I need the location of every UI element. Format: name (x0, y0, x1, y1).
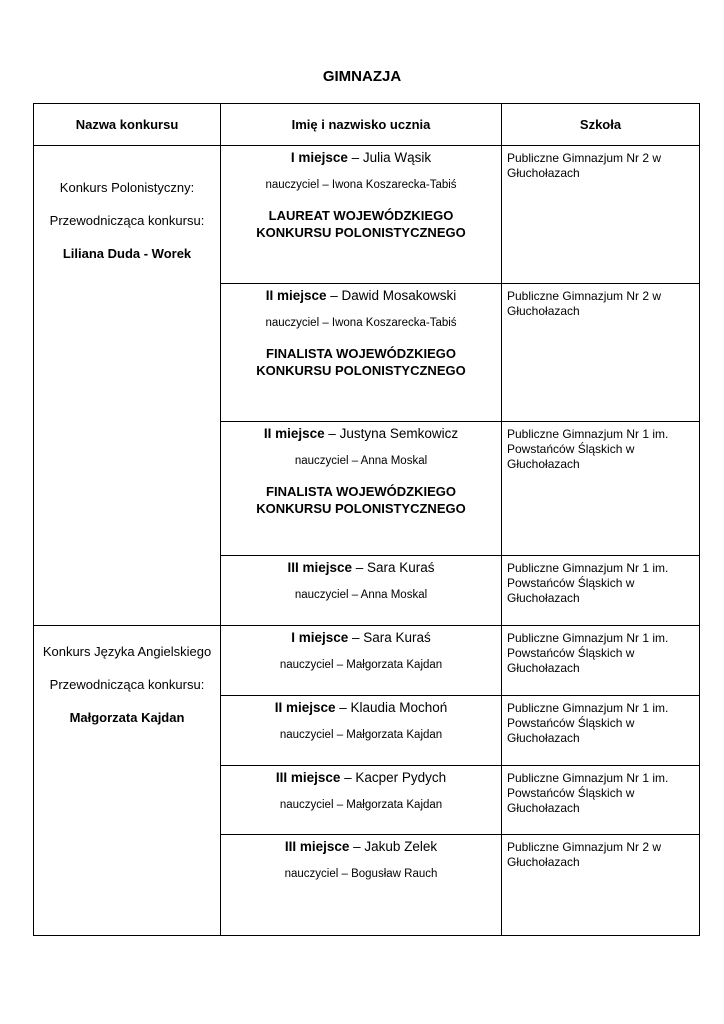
student-cell (221, 422, 502, 556)
award (225, 207, 497, 241)
teacher: nauczyciel – Małgorzata Kajdan (279, 659, 443, 671)
teacher: nauczyciel – Anna Moskal (294, 455, 428, 467)
contest-chair-name: Liliana Duda - Worek (62, 246, 192, 261)
teacher: nauczyciel – Iwona Koszarecka-Tabiś (265, 317, 457, 329)
place-label: I miejsce (290, 150, 348, 165)
school-cell: Publiczne Gimnazjum Nr 2 w Głuchołazach (502, 146, 700, 284)
teacher: nauczyciel – Małgorzata Kajdan (279, 799, 443, 811)
student-name: – Kacper Pydych (340, 770, 447, 785)
student-name: – Julia Wąsik (347, 150, 432, 165)
student-name: – Justyna Semkowicz (324, 426, 459, 441)
student-name: – Sara Kuraś (348, 630, 431, 645)
student-place (225, 287, 497, 305)
student-cell (221, 835, 502, 936)
student-name: – Dawid Mosakowski (326, 288, 457, 303)
school-cell: Publiczne Gimnazjum Nr 1 im. Powstańców Śląskich w Głuchołazach (502, 556, 700, 626)
teacher: nauczyciel – Iwona Koszarecka-Tabiś (265, 179, 457, 191)
award (225, 483, 497, 517)
header-student: Imię i nazwisko ucznia (221, 104, 502, 146)
student-name: – Jakub Zelek (349, 839, 438, 854)
award-line-2: KONKURSU POLONISTYCZNEGO (256, 225, 466, 240)
school-cell: Publiczne Gimnazjum Nr 2 w Głuchołazach (502, 835, 700, 936)
student-place (225, 149, 497, 167)
student-place (225, 629, 497, 647)
school-cell: Publiczne Gimnazjum Nr 1 im. Powstańców Śląskich w Głuchołazach (502, 626, 700, 696)
student-cell (221, 284, 502, 422)
student-place (225, 559, 497, 577)
award (225, 345, 497, 379)
student-place (225, 699, 497, 717)
school-cell: Publiczne Gimnazjum Nr 2 w Głuchołazach (502, 284, 700, 422)
header-contest: Nazwa konkursu (34, 104, 221, 146)
results-table (33, 103, 700, 936)
table-row (34, 626, 700, 696)
student-cell (221, 696, 502, 766)
student-cell (221, 766, 502, 835)
award-line-2: KONKURSU POLONISTYCZNEGO (256, 501, 466, 516)
student-cell (221, 556, 502, 626)
contest-name: Konkurs Języka Angielskiego (42, 644, 212, 659)
page-title: GIMNAZJA (322, 68, 402, 85)
contest-name: Konkurs Polonistyczny: (59, 180, 195, 195)
school-cell: Publiczne Gimnazjum Nr 1 im. Powstańców Śląskich w Głuchołazach (502, 422, 700, 556)
student-name: – Klaudia Mochoń (335, 700, 448, 715)
contest-chair-label: Przewodnicząca konkursu: (49, 213, 205, 228)
place-label: III miejsce (284, 839, 350, 854)
contest-cell-polish (34, 146, 221, 626)
place-label: II miejsce (263, 426, 325, 441)
award-line-1: FINALISTA WOJEWÓDZKIEGO (266, 484, 456, 499)
place-label: I miejsce (291, 630, 349, 645)
contest-cell-english (34, 626, 221, 936)
award-line-2: KONKURSU POLONISTYCZNEGO (256, 363, 466, 378)
place-label: III miejsce (275, 770, 341, 785)
student-place (225, 425, 497, 443)
teacher: nauczyciel – Anna Moskal (294, 589, 428, 601)
table-row (34, 146, 700, 284)
student-name: – Sara Kuraś (352, 560, 435, 575)
table-header-row (34, 104, 700, 146)
school-cell: Publiczne Gimnazjum Nr 1 im. Powstańców Śląskich w Głuchołazach (502, 696, 700, 766)
student-cell (221, 626, 502, 696)
student-place (225, 838, 497, 856)
contest-chair-label: Przewodnicząca konkursu: (49, 677, 205, 692)
contest-chair-name: Małgorzata Kajdan (69, 710, 185, 725)
student-cell (221, 146, 502, 284)
award-line-1: LAUREAT WOJEWÓDZKIEGO (268, 208, 454, 223)
award-line-1: FINALISTA WOJEWÓDZKIEGO (266, 346, 456, 361)
school-cell: Publiczne Gimnazjum Nr 1 im. Powstańców Śląskich w Głuchołazach (502, 766, 700, 835)
student-place (225, 769, 497, 787)
teacher: nauczyciel – Małgorzata Kajdan (279, 729, 443, 741)
place-label: II miejsce (274, 700, 336, 715)
place-label: III miejsce (287, 560, 352, 575)
header-school: Szkoła (502, 104, 700, 146)
teacher: nauczyciel – Bogusław Rauch (284, 868, 438, 880)
place-label: II miejsce (265, 288, 327, 303)
